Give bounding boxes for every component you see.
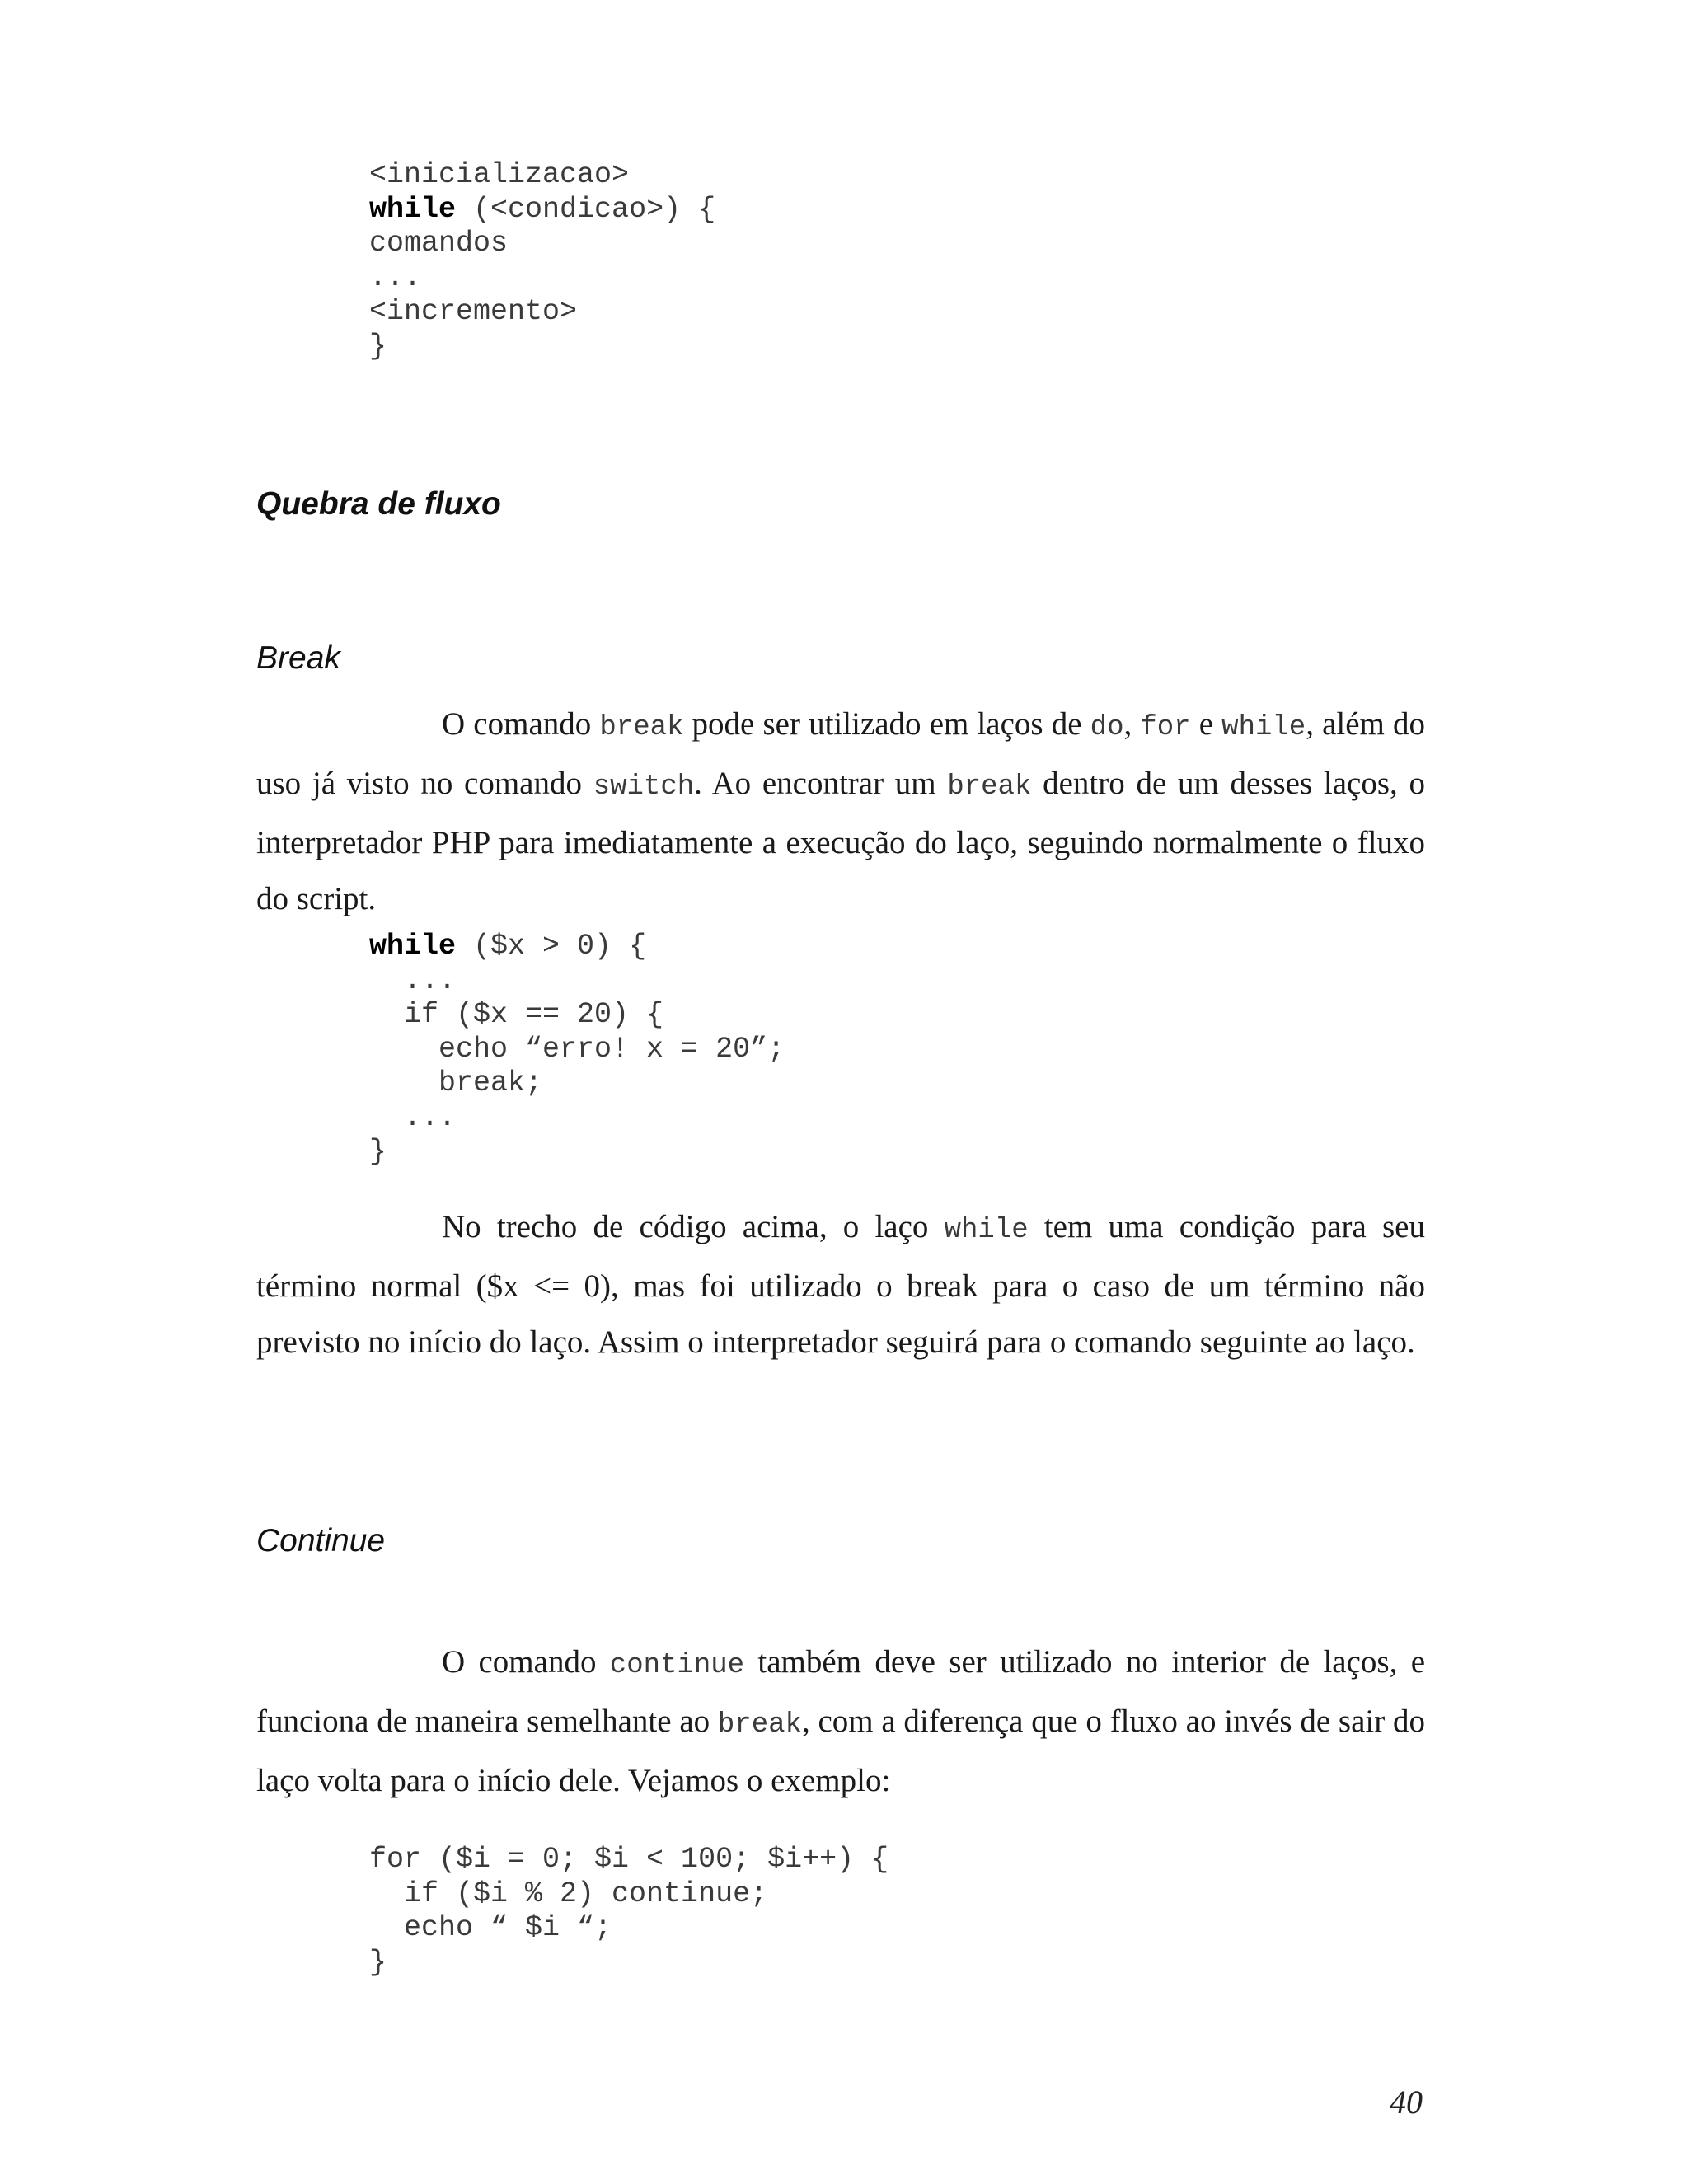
code-line: } [369,1945,387,1979]
code-keyword-while: while [369,192,457,226]
code-line: break; [369,1066,543,1099]
code-line-rest: (<condicao>) { [456,192,716,226]
code-line: if ($i % 2) continue; [369,1877,768,1910]
code-line: if ($x == 20) { [369,998,664,1031]
code-line: echo “ $i “; [369,1911,612,1944]
text-run: tem uma condição para seu término normal ($x <= 0), mas foi utilizado o break para o caso de um término não previsto no início do laço. Assim o interpretador seguirá para o comando seguinte ao laço. [256,1209,1425,1360]
inline-code: break [947,771,1032,803]
text-run: O comando [442,706,600,742]
continue-paragraph [256,1634,1425,1809]
code-line: } [369,1135,387,1168]
text-run: No trecho de código acima, o laço [442,1209,945,1244]
code-line: } [369,329,387,363]
code-line: <inicializacao> [369,158,630,191]
code-line-rest: ($x > 0) { [456,930,647,963]
break-paragraph [256,696,1425,927]
code-block-break-example [369,930,785,1169]
code-keyword-while: while [369,930,457,963]
text-run: O comando [442,1644,610,1680]
section-heading: Quebra de fluxo [256,486,501,522]
code-line: ... [369,260,422,294]
text-run: , [1123,706,1141,742]
inline-code: break [717,1709,802,1741]
code-line: ... [369,963,457,997]
code-line: echo “erro! x = 20”; [369,1032,785,1066]
code-block-continue-example [369,1843,889,1980]
inline-code: while [1221,712,1306,743]
text-run: dentro de um desses laços, o interpretador PHP para imediatamente a execução do laço, seguindo normalmente o fluxo do script. [256,766,1425,916]
text-run: , além do uso já visto no comando [256,706,1426,801]
break-explanation-paragraph [256,1199,1425,1371]
code-line: comandos [369,227,509,260]
page-number: 40 [1390,2083,1423,2121]
code-block-while-template [369,158,715,363]
inline-code: switch [593,771,695,803]
code-line: ... [369,1100,457,1134]
text-run: . Ao encontrar um [694,766,948,801]
inline-code: do [1090,712,1124,743]
inline-code: while [944,1215,1029,1246]
inline-code: continue [609,1650,745,1681]
text-run: , com a diferença que o fluxo ao invés de sair do laço volta para o início dele. Vejamos o exemplo: [256,1704,1425,1798]
continue-heading: Continue [256,1523,386,1558]
inline-code: for [1140,712,1191,743]
inline-code: break [599,712,684,743]
text-run: pode ser utilizado em laços de [683,706,1090,742]
code-line: for ($i = 0; $i < 100; $i++) { [369,1843,889,1876]
code-line: <incremento> [369,295,578,328]
text-run: também deve ser utilizado no interior de laços, e funciona de maneira semelhante ao [256,1644,1425,1739]
break-heading: Break [256,640,340,676]
text-run: e [1190,706,1222,742]
